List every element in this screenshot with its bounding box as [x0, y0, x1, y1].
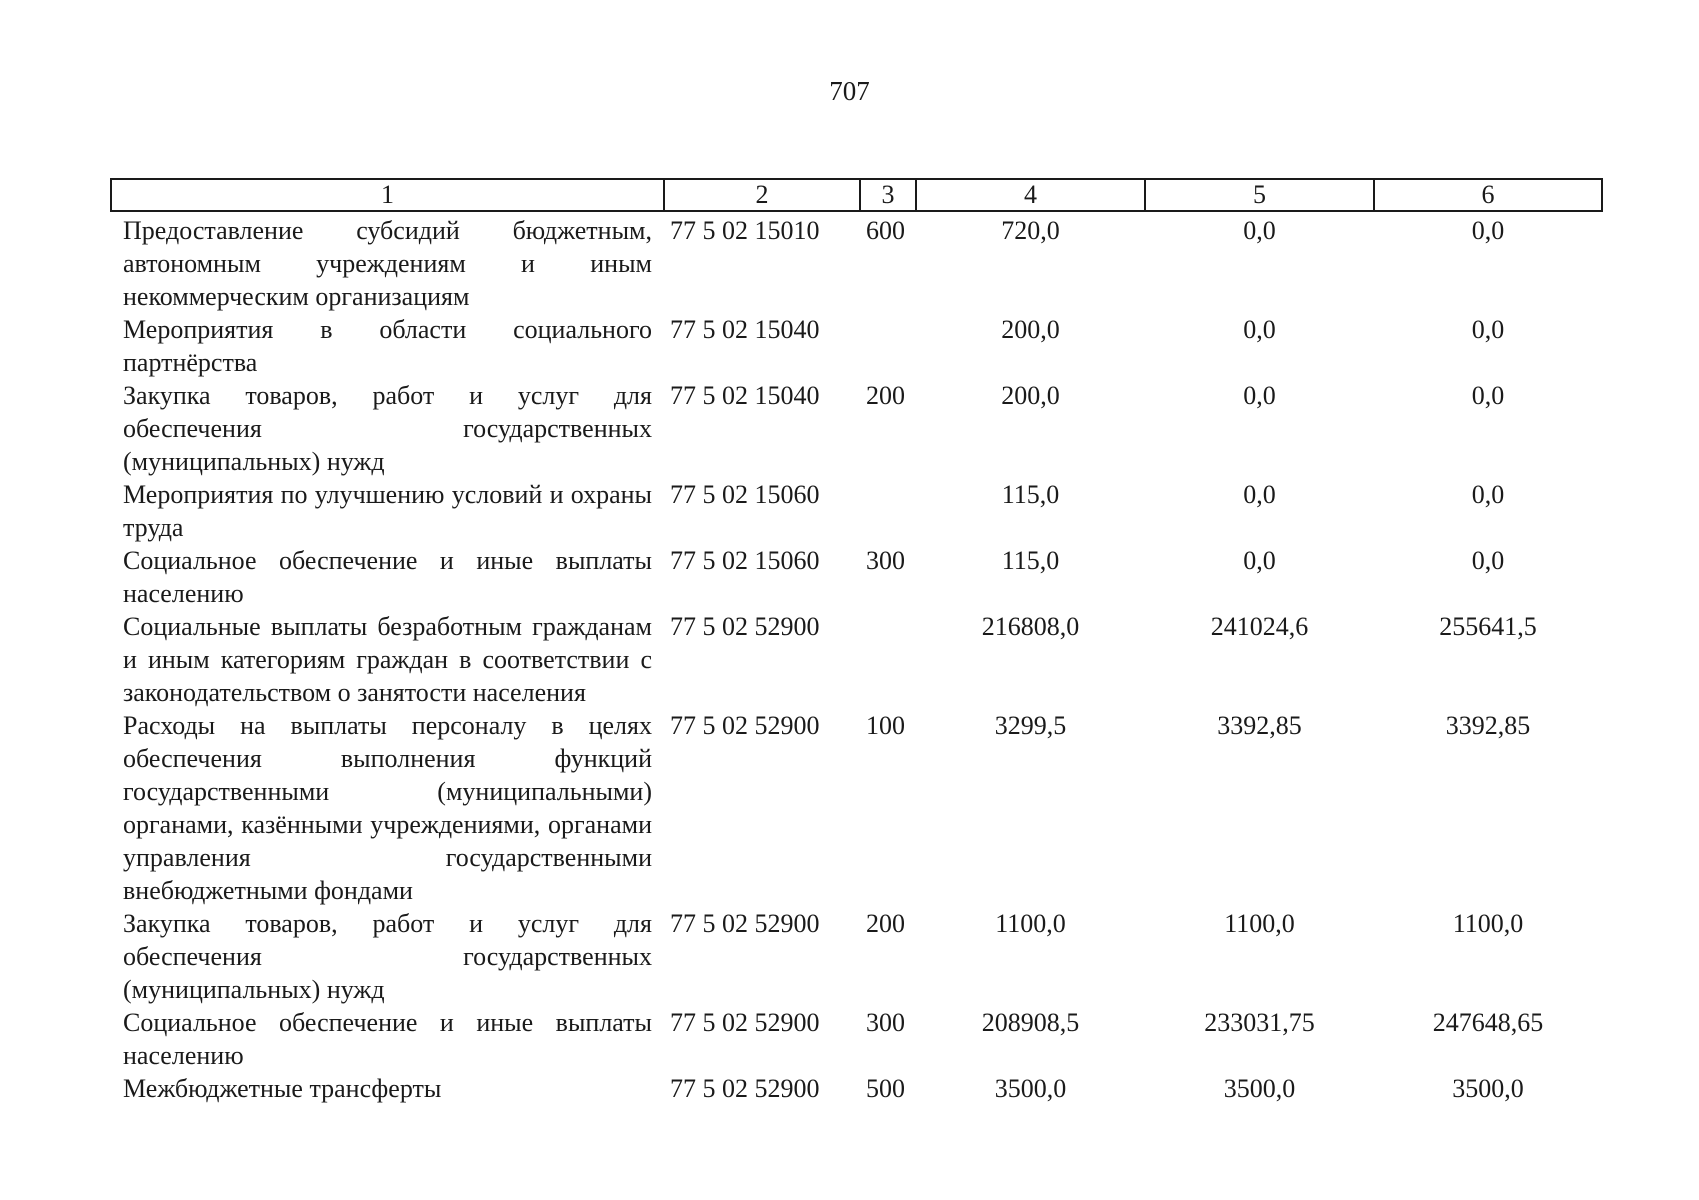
table-row — [111, 313, 1602, 379]
row-value-col4: 1100,0 — [995, 909, 1066, 938]
row-value-col5: 1100,0 — [1224, 909, 1295, 938]
row-name: Социальное обеспечение и иные выплаты населению — [123, 546, 652, 608]
row-value-col6: 1100,0 — [1452, 909, 1524, 938]
row-expense-type: 200 — [866, 381, 905, 410]
header-col-4: 4 — [916, 179, 1145, 211]
table-row — [111, 544, 1602, 610]
row-expense-type: 600 — [866, 216, 905, 245]
table-row — [111, 478, 1602, 544]
row-expense-type: 100 — [866, 711, 905, 740]
row-name: Расходы на выплаты персоналу в целях обеспечения выполнения функций государственными (муниципальными) органами, казёнными учреждениями, органами управления государственными внебюджетными фондами — [123, 711, 652, 905]
row-value-col6: 3392,85 — [1445, 711, 1531, 740]
row-value-col6: 0,0 — [1471, 546, 1505, 575]
row-value-col5: 0,0 — [1243, 480, 1276, 509]
header-row — [111, 179, 1602, 211]
table-row — [111, 1006, 1602, 1072]
row-expense-type — [860, 610, 916, 709]
row-value-col4: 208908,5 — [981, 1008, 1080, 1037]
row-value-col4: 216808,0 — [981, 612, 1080, 641]
row-value-col4: 115,0 — [1001, 480, 1060, 509]
row-value-col4: 720,0 — [1001, 216, 1060, 245]
header-col-6: 6 — [1374, 179, 1602, 211]
row-value-col5: 233031,75 — [1204, 1008, 1315, 1037]
row-value-col6: 3500,0 — [1452, 1074, 1524, 1103]
row-expense-type: 300 — [866, 546, 905, 575]
row-expense-type: 500 — [866, 1074, 905, 1103]
header-col-3: 3 — [860, 179, 916, 211]
header-col-1: 1 — [111, 179, 664, 211]
table-row — [111, 907, 1602, 1006]
table-header — [111, 179, 1602, 211]
row-value-col6: 0,0 — [1471, 216, 1505, 245]
row-name: Социальные выплаты безработным гражданам и иным категориям граждан в соответствии с законодательством о занятости населения — [123, 612, 652, 707]
row-code: 77 5 02 52900 — [670, 1074, 820, 1103]
row-name: Закупка товаров, работ и услуг для обеспечения государственных (муниципальных) нужд — [123, 909, 652, 1004]
table-row — [111, 610, 1602, 709]
row-code: 77 5 02 15040 — [670, 315, 820, 344]
row-value-col5: 0,0 — [1243, 546, 1276, 575]
row-value-col6: 0,0 — [1471, 315, 1505, 344]
row-code: 77 5 02 15010 — [670, 216, 820, 245]
table-row — [111, 1072, 1602, 1105]
row-value-col5: 3392,85 — [1217, 711, 1302, 740]
row-code: 77 5 02 52900 — [670, 612, 820, 641]
row-code: 77 5 02 52900 — [670, 1008, 820, 1037]
row-name: Межбюджетные трансферты — [123, 1074, 442, 1103]
row-code: 77 5 02 15060 — [670, 546, 820, 575]
row-value-col5: 0,0 — [1243, 315, 1276, 344]
table-row — [111, 379, 1602, 478]
row-value-col4: 200,0 — [1001, 315, 1060, 344]
row-code: 77 5 02 52900 — [670, 711, 820, 740]
row-code: 77 5 02 15060 — [670, 480, 820, 509]
row-value-col5: 0,0 — [1243, 381, 1276, 410]
row-expense-type: 200 — [866, 909, 905, 938]
header-col-2: 2 — [664, 179, 860, 211]
row-value-col4: 3500,0 — [994, 1074, 1067, 1103]
row-expense-type — [860, 478, 916, 544]
table-body — [111, 211, 1602, 1105]
page-number: 707 — [829, 76, 870, 106]
row-value-col5: 3500,0 — [1223, 1074, 1296, 1103]
table-row — [111, 211, 1602, 313]
table-row — [111, 709, 1602, 907]
row-value-col4: 115,0 — [1001, 546, 1060, 575]
row-code: 77 5 02 52900 — [670, 909, 820, 938]
row-value-col4: 3299,5 — [994, 711, 1067, 740]
budget-table — [110, 178, 1603, 1105]
row-code: 77 5 02 15040 — [670, 381, 820, 410]
row-name: Мероприятия в области социального партнёрства — [123, 315, 652, 377]
row-name: Предоставление субсидий бюджетным, автономным учреждениям и иным некоммерческим организациям — [123, 216, 652, 311]
row-value-col5: 241024,6 — [1210, 612, 1309, 641]
row-name: Мероприятия по улучшению условий и охраны труда — [123, 480, 652, 542]
row-name: Социальное обеспечение и иные выплаты населению — [123, 1008, 652, 1070]
row-expense-type: 300 — [866, 1008, 905, 1037]
row-value-col6: 0,0 — [1471, 381, 1505, 410]
row-value-col6: 247648,65 — [1432, 1008, 1544, 1037]
row-value-col5: 0,0 — [1243, 216, 1276, 245]
row-expense-type — [860, 313, 916, 379]
row-value-col6: 255641,5 — [1439, 612, 1537, 641]
row-value-col6: 0,0 — [1471, 480, 1505, 509]
row-name: Закупка товаров, работ и услуг для обеспечения государственных (муниципальных) нужд — [123, 381, 652, 476]
row-value-col4: 200,0 — [1001, 381, 1060, 410]
header-col-5: 5 — [1145, 179, 1374, 211]
